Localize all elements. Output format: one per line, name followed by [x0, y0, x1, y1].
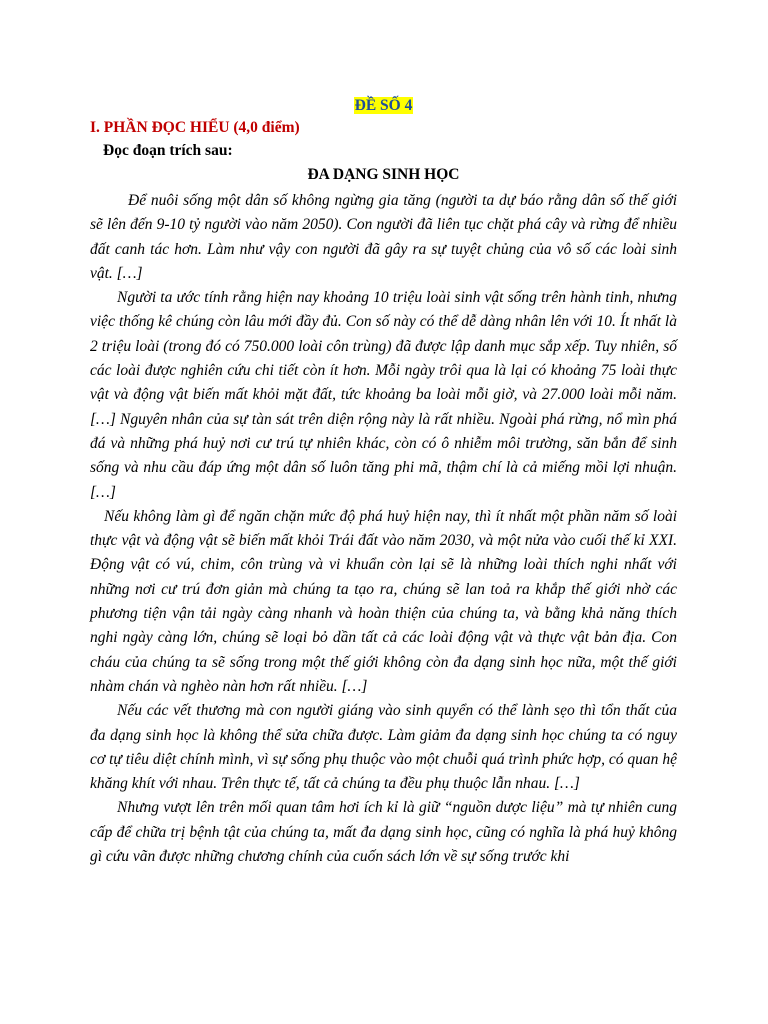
passage-title: ĐA DẠNG SINH HỌC	[307, 166, 460, 183]
passage-paragraph-2: Người ta ước tính rằng hiện nay khoảng 10 triệu loài sinh vật sống trên hành tinh, nhưng việc thống kê chúng còn lâu mới đầy đủ. Con số này có thể dễ dàng nhân lên với 10. Ít nhất là 2 triệu loài (trong đó có 750.000 loài côn trùng) đã được lập danh mục sắp xếp. Tuy nhiên, số các loài được nghiên cứu chi tiết còn ít hơn. Mỗi ngày trôi qua là lại có khoảng 75 loài thực vật và động vật biến mất khỏi mặt đất, tức khoảng ba loài mỗi giờ, và 27.000 loài mỗi năm.[…] Nguyên nhân của sự tàn sát trên diện rộng này là rất nhiều. Ngoài phá rừng, nổ mìn phá đá và những phá huỷ nơi cư trú tự nhiên khác, còn có ô nhiễm môi trường, săn bắn để sinh sống và nhu cầu đáp ứng một dân số luôn tăng phi mã, thậm chí là cả miếng mồi lợi nhuận. […]	[90, 289, 677, 501]
passage-paragraph-4: Nếu các vết thương mà con người giáng vào sinh quyển có thể lành sẹo thì tổn thất của đa dạng sinh học là không thể sửa chữa được. Làm giảm đa dạng sinh học chúng ta có nguy cơ tự tiêu diệt chính mình, vì sự sống phụ thuộc vào một chuỗi quá trình phức hợp, có quan hệ khăng khít với nhau. Trên thực tế, tất cả chúng ta đều phụ thuộc lẫn nhau. […]	[90, 702, 677, 793]
instruction-text: Đọc đoạn trích sau:	[103, 142, 233, 159]
section-title: I. PHẦN ĐỌC HIỂU (4,0 điểm)	[90, 119, 300, 136]
passage-paragraph-5: Nhưng vượt lên trên mối quan tâm hơi ích kỉ là giữ “nguồn dược liệu” mà tự nhiên cung cấp để chữa trị bệnh tật của chúng ta, mất đa dạng sinh học, cũng có nghĩa là phá huỷ không gì cứu vãn được những chương chính của cuốn sách lớn về sự sống trước khi	[90, 799, 677, 866]
passage-paragraph-1: Để nuôi sống một dân số không ngừng gia tăng (người ta dự báo rằng dân số thế giới sẽ lên đến 9-10 tỷ người vào năm 2050). Con người đã liên tục chặt phá cây và rừng để nhiều đất canh tác hơn. Làm như vậy con người đã gây ra sự tuyệt chủng của vô số các loài sinh vật. […]	[90, 192, 677, 282]
passage-paragraph-3: Nếu không làm gì để ngăn chặn mức độ phá huỷ hiện nay, thì ít nhất một phần năm số loài thực vật và động vật sẽ biến mất khỏi Trái đất vào năm 2030, và một nửa vào cuối thế kỉ XXI. Động vật có vú, chim, côn trùng và vi khuẩn còn lại sẽ là những loài thích nghi nhất với những nơi cư trú đơn giản mà chúng ta tạo ra, chúng sẽ lan toả ra khắp thế giới nhờ các phương tiện vận tải ngày càng nhanh và hoàn thiện của chúng ta, và bằng khả năng thích nghi ngày càng lớn, chúng sẽ loại bỏ dần tất cả các loài động vật và thực vật bản địa. Con cháu của chúng ta sẽ sống trong một thế giới không còn đa dạng sinh học nữa, một thế giới nhàm chán và nghèo nàn hơn rất nhiều. […]	[90, 507, 677, 695]
exam-title	[90, 95, 677, 117]
exam-title-text: ĐỀ SỐ 4	[354, 97, 413, 114]
document-page	[90, 95, 677, 869]
